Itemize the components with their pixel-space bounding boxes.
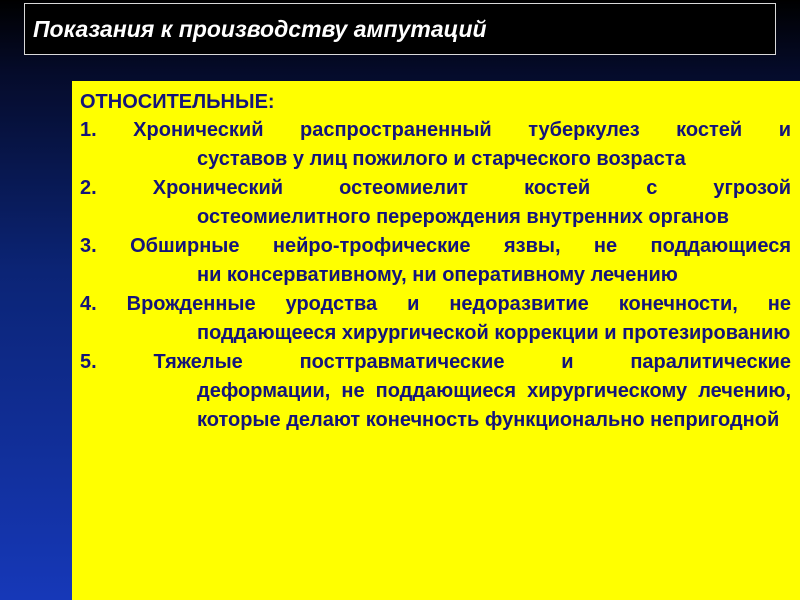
list-item-first-line: 4. Врожденные уродства и недоразвитие конечности, не <box>80 293 791 315</box>
list-item-3 <box>80 232 791 290</box>
list-item-first-line: 5. Тяжелые посттравматические и паралитические <box>80 351 791 373</box>
list-item-continuation: поддающееся хирургической коррекции и протезированию <box>197 322 791 344</box>
list-item-first-line: 3. Обширные нейро-трофические язвы, не поддающиеся <box>80 235 791 257</box>
list-item-2 <box>80 174 791 232</box>
list-item-first-line: 2. Хронический остеомиелит костей с угрозой <box>80 177 791 199</box>
list-item-continuation: ни консервативному, ни оперативному лечению <box>197 264 678 286</box>
list-item-5 <box>80 348 791 435</box>
section-heading: ОТНОСИТЕЛЬНЫЕ: <box>80 91 275 113</box>
title-bar <box>24 3 776 55</box>
content-panel <box>72 81 800 600</box>
slide-title: Показания к производству ампутаций <box>33 16 487 42</box>
list-item-first-line: 1. Хронический распространенный туберкулез костей и <box>80 119 791 141</box>
list-item-4 <box>80 290 791 348</box>
list-item-continuation: суставов у лиц пожилого и старческого возраста <box>197 148 686 170</box>
list-item-continuation: остеомиелитного перерождения внутренних органов <box>197 206 729 228</box>
list-item-1 <box>80 116 791 174</box>
list-item-continuation: деформации, не поддающиеся хирургическому лечению, которые делают конечность функционально непригодной <box>197 380 791 431</box>
